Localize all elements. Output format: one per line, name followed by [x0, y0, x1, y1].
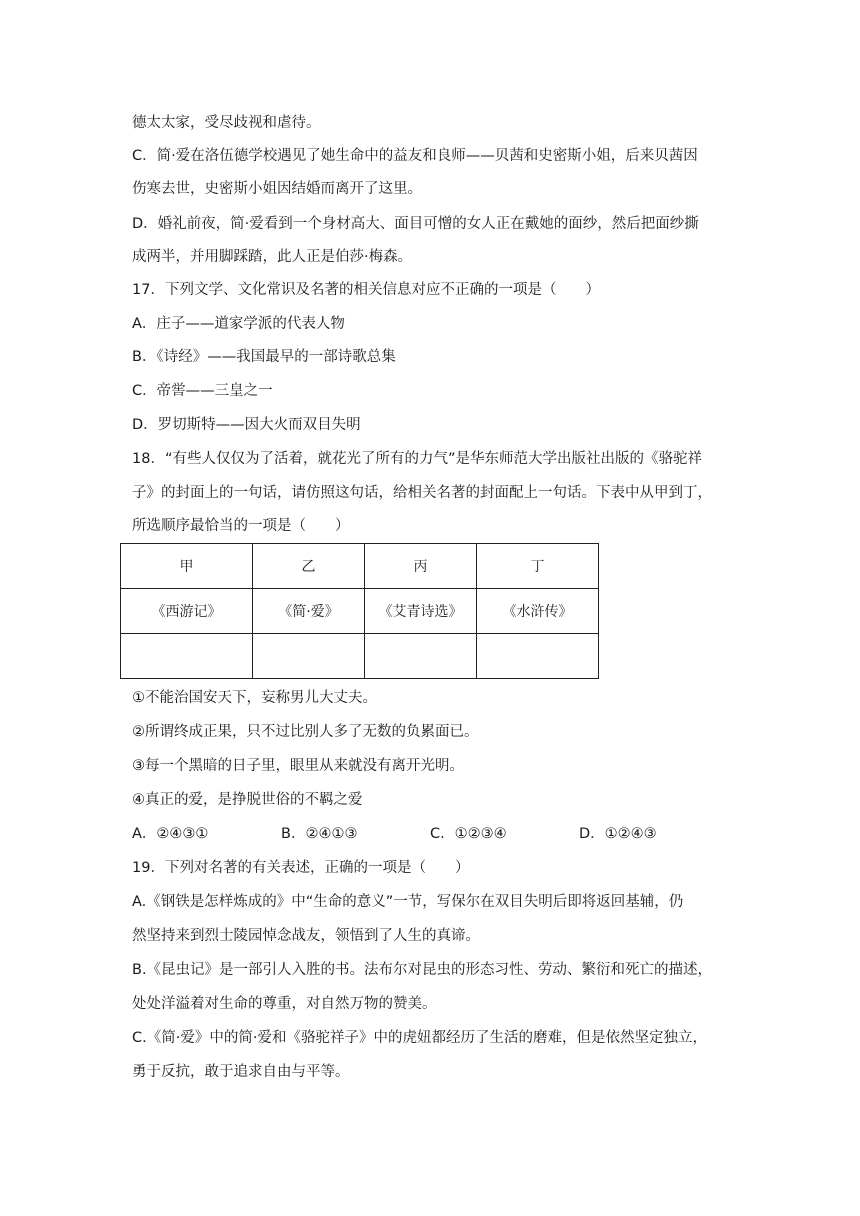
table-cell: 《西游记》: [121, 589, 253, 634]
q18-options: [132, 824, 732, 844]
table-cell: 甲: [121, 544, 253, 589]
table-cell: 《艾青诗选》: [365, 589, 477, 634]
q19-option-c: C.《简·爱》中的简·爱和《骆驼祥子》中的虎妞都经历了生活的磨难，但是依然坚定独立，: [132, 1030, 707, 1046]
table-cell: 《简·爱》: [253, 589, 365, 634]
q19-option-b: B.《昆虫记》是一部引人入胜的书。法布尔对昆虫的形态习性、劳动、繁衍和死亡的描述，: [132, 962, 713, 978]
q19-option-b-cont: 处处洋溢着对生命的尊重，对自然万物的赞美。: [132, 996, 437, 1012]
question-18-stem: 所选顺序最恰当的一项是（ ）: [132, 518, 350, 534]
table-cell: 《水浒传》: [477, 589, 599, 634]
table-cell: [477, 634, 599, 679]
q18-option-c: C．①②③④: [430, 826, 507, 842]
table-cell: [121, 634, 253, 679]
q18-option-d: D．①②④③: [579, 826, 657, 842]
q19-option-a: A.《钢铁是怎样炼成的》中“生命的意义”一节，写保尔在双目失明后即将返回基辅，仍: [132, 894, 684, 910]
question-17-stem: 17．下列文学、文化常识及名著的相关信息对应不正确的一项是（ ）: [132, 282, 600, 298]
table-cell: 丁: [477, 544, 599, 589]
table-cell: 乙: [253, 544, 365, 589]
q17-option-b: B．《诗经》——我国最早的一部诗歌总集: [132, 349, 396, 365]
q18-sentence-2: ②所谓终成正果，只不过比别人多了无数的负累面已。: [132, 724, 479, 740]
text-line: C．简·爱在洛伍德学校遇见了她生命中的益友和良师——贝茜和史密斯小姐，后来贝茜因: [132, 148, 698, 164]
q18-option-a: A．②④③①: [132, 826, 209, 842]
q19-option-a-cont: 然坚持来到烈士陵园悼念战友，领悟到了人生的真谛。: [132, 928, 480, 944]
q17-option-c: C．帝喾——三皇之一: [132, 383, 273, 399]
table-cell: 丙: [365, 544, 477, 589]
table-row: [121, 589, 599, 634]
table-cell: [253, 634, 365, 679]
q18-sentence-1: ①不能治国安天下，妄称男儿大丈夫。: [132, 690, 377, 706]
q17-option-a: A．庄子——道家学派的代表人物: [132, 316, 345, 332]
q18-sentence-4: ④真正的爱，是挣脱世俗的不羁之爱: [132, 792, 363, 808]
text-line: 成两半，并用脚踩踏，此人正是伯莎·梅森。: [132, 249, 413, 265]
table-cell: [365, 634, 477, 679]
q17-option-d: D．罗切斯特——因大火而双目失明: [132, 417, 361, 433]
table-row: [121, 634, 599, 679]
books-table: [120, 543, 599, 679]
q18-sentence-3: ③每一个黑暗的日子里，眼里从来就没有离开光明。: [132, 758, 464, 774]
text-line: 伤寒去世，史密斯小姐因结婚而离开了这里。: [132, 181, 422, 197]
question-18-stem: 18．“有些人仅仅为了活着，就花光了所有的力气”是华东师范大学出版社出版的《骆驼祥: [132, 451, 702, 467]
q18-option-b: B．②④①③: [281, 826, 358, 842]
text-line: 德太太家，受尽歧视和虐待。: [132, 115, 321, 131]
table-header-row: [121, 544, 599, 589]
text-line: D．婚礼前夜，简·爱看到一个身材高大、面目可憎的女人正在戴她的面纱，然后把面纱撕: [132, 216, 699, 232]
question-19-stem: 19．下列对名著的有关表述，正确的一项是（ ）: [132, 860, 470, 876]
question-18-stem: 子》的封面上的一句话，请仿照这句话，给相关名著的封面配上一句话。下表中从甲到丁，: [132, 485, 712, 501]
q19-option-c-cont: 勇于反抗，敢于追求自由与平等。: [132, 1064, 350, 1080]
